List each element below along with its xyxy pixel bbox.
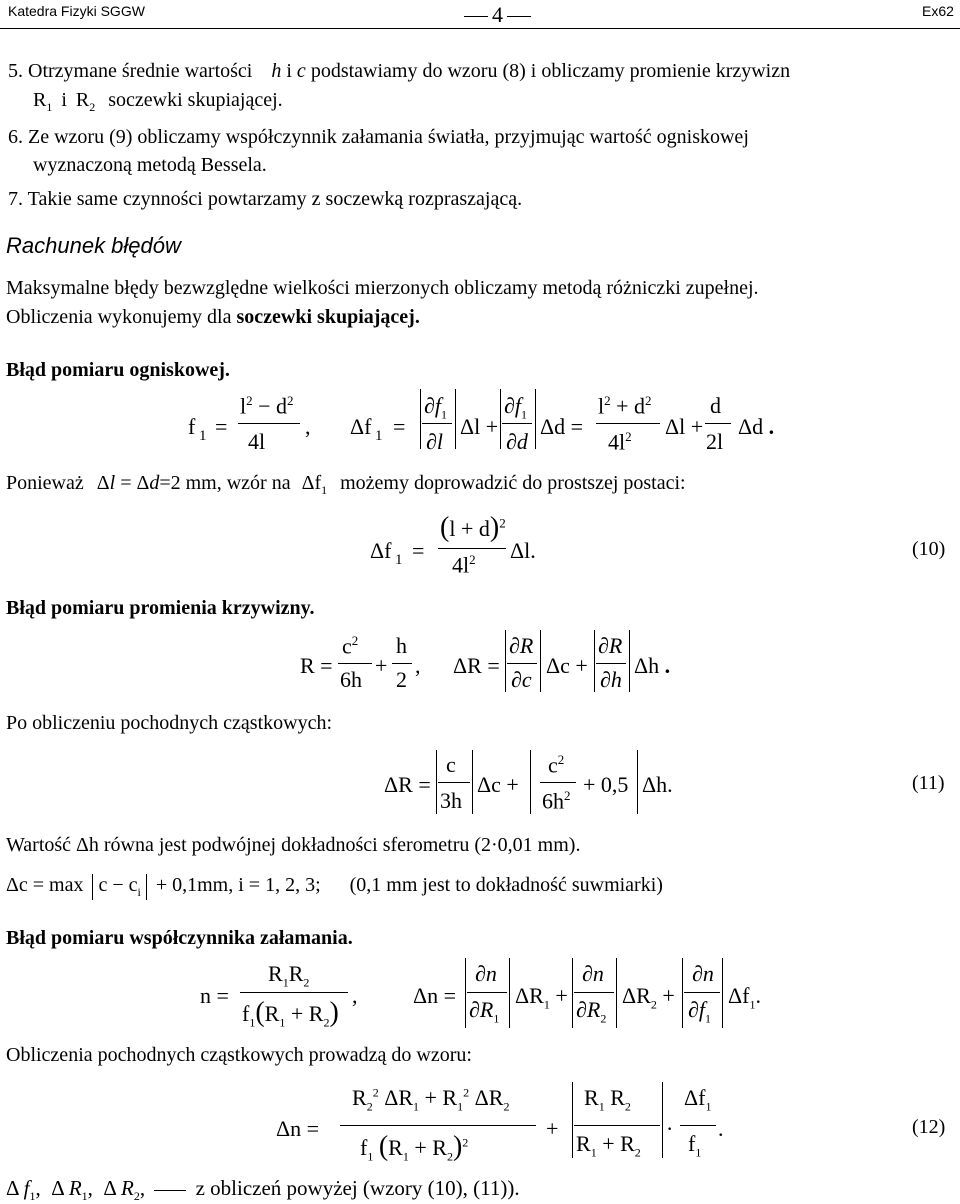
item-5-line-2: $R_1$ i $R_2$ soczewki skupiającej.	[33, 89, 283, 114]
header-left: Katedra Fizyki SGGW	[8, 3, 145, 19]
index-footer-line: Δ $f_1$, Δ $R_1$, Δ $R_2$, z obliczeń powyżej (wzory (10), (11)).	[6, 1176, 520, 1204]
item-6-line-2: wyznaczoną metodą Bessela.	[33, 154, 267, 176]
header-rule	[0, 28, 960, 29]
focal-since-line: Ponieważ Δl = Δd=2 mm, wzór na $\Delta f_1$ możemy doprowadzić do prostszej postaci:	[6, 472, 686, 497]
delta-c-line: $\Delta c = \max c - c_i + 0,1mm$, i = 1, 2, 3; (0,1 mm jest to dokładność suwmiarki)	[6, 874, 663, 899]
radius-partials-text: Po obliczeniu pochodnych cząstkowych:	[6, 712, 333, 734]
header-right: Ex62	[922, 3, 954, 19]
index-partials-text: Obliczenia pochodnych cząstkowych prowadzą do wzoru:	[6, 1044, 472, 1066]
intro-line-1: Maksymalne błędy bezwzględne wielkości mierzonych obliczamy metodą różniczki zupełnej.	[6, 277, 759, 299]
section-heading: Rachunek błędów	[6, 233, 181, 258]
eq-number-11: (11)	[912, 772, 945, 794]
eq-number-10: (10)	[912, 538, 946, 560]
intro-line-2: Obliczenia wykonujemy dla soczewki skupiającej.	[6, 306, 420, 328]
focal-heading: Błąd pomiaru ogniskowej.	[6, 359, 230, 381]
item-6-line-1: 6. Ze wzoru (9) obliczamy współczynnik załamania światła, przyjmując wartość ogniskowej	[8, 126, 749, 148]
item-5-line-1: 5. Otrzymane średnie wartości h i c podstawiamy do wzoru (8) i obliczamy promienie krzywizn	[8, 60, 791, 82]
eq-number-12: (12)	[912, 1116, 946, 1138]
index-heading: Błąd pomiaru współczynnika załamania.	[6, 927, 353, 949]
radius-heading: Błąd pomiaru promienia krzywizny.	[6, 597, 315, 619]
page-number: 4	[460, 2, 535, 28]
item-7: 7. Takie same czynności powtarzamy z soczewką rozpraszającą.	[8, 188, 523, 210]
delta-h-text: Wartość Δh równa jest podwójnej dokładności sferometru (2·0,01 mm).	[6, 834, 581, 856]
